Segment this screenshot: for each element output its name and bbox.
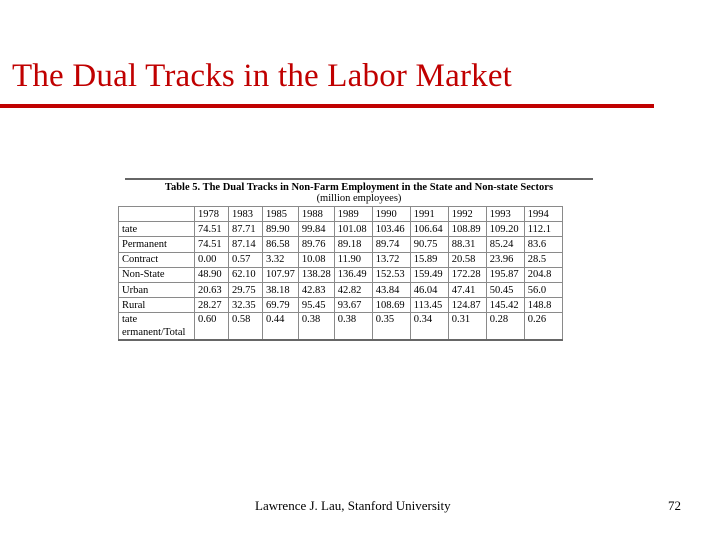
table-cell: 32.35	[229, 298, 263, 313]
table-cell: 0.35	[372, 313, 410, 341]
table-cell: 48.90	[195, 267, 229, 282]
table-cell: 0.34	[410, 313, 448, 341]
footer-author: Lawrence J. Lau, Stanford University	[255, 498, 451, 513]
table-cell: 136.49	[334, 267, 372, 282]
table-cell: 10.08	[298, 252, 334, 267]
row-label: Non-State	[119, 267, 195, 282]
table-cell: 108.89	[448, 222, 486, 237]
table-cell: 106.64	[410, 222, 448, 237]
page-number: 72	[668, 498, 681, 513]
row-label	[119, 313, 195, 341]
table-row	[119, 267, 563, 282]
table-caption-units: (million employees)	[316, 193, 402, 204]
table-cell: 69.79	[263, 298, 299, 313]
table-cell: 1990	[372, 207, 410, 222]
table-cell: 46.04	[410, 282, 448, 297]
table-cell: 43.84	[372, 282, 410, 297]
table-cell: 20.58	[448, 252, 486, 267]
table-cell: 23.96	[486, 252, 524, 267]
table-row	[119, 222, 563, 237]
table-cell: 108.69	[372, 298, 410, 313]
table-cell: 74.51	[195, 222, 229, 237]
table-cell: 103.46	[372, 222, 410, 237]
table-cell: 145.42	[486, 298, 524, 313]
table-cell: 47.41	[448, 282, 486, 297]
table-cell: 0.60	[195, 313, 229, 341]
table-cell: 85.24	[486, 237, 524, 252]
row-label-line1: tate	[122, 314, 138, 326]
table-cell: 107.97	[263, 267, 299, 282]
table-cell: 0.57	[229, 252, 263, 267]
table-cell: 159.49	[410, 267, 448, 282]
slide-title: The Dual Tracks in the Labor Market	[12, 58, 513, 94]
table-cell: 138.28	[298, 267, 334, 282]
table-cell: 28.5	[524, 252, 562, 267]
table-cell: 109.20	[486, 222, 524, 237]
employment-table	[118, 206, 563, 341]
table-cell: 86.58	[263, 237, 299, 252]
table-cell: 62.10	[229, 267, 263, 282]
table-cell: 89.18	[334, 237, 372, 252]
row-label: Contract	[119, 252, 195, 267]
table-row	[119, 298, 563, 313]
table-cell: 148.8	[524, 298, 562, 313]
table-cell: 0.28	[486, 313, 524, 341]
table-row	[119, 252, 563, 267]
row-label: tate	[119, 222, 195, 237]
table-row	[119, 313, 563, 341]
table-cell: 1983	[229, 207, 263, 222]
row-label-line2: ermanent/Total	[122, 327, 186, 339]
table-cell: 13.72	[372, 252, 410, 267]
table-cell: 112.1	[524, 222, 562, 237]
table-row	[119, 282, 563, 297]
table-cell: 1978	[195, 207, 229, 222]
table-cell: 195.87	[486, 267, 524, 282]
table-cell: 29.75	[229, 282, 263, 297]
table-cell: 28.27	[195, 298, 229, 313]
table-cell: 38.18	[263, 282, 299, 297]
table-header-row	[119, 207, 563, 222]
table-cell: 172.28	[448, 267, 486, 282]
table-cell: 20.63	[195, 282, 229, 297]
table-cell: 0.31	[448, 313, 486, 341]
table-cell: 83.6	[524, 237, 562, 252]
table-cell: 11.90	[334, 252, 372, 267]
table-cell: 1985	[263, 207, 299, 222]
row-label: Permanent	[119, 237, 195, 252]
table-cell: 15.89	[410, 252, 448, 267]
table-cell: 0.58	[229, 313, 263, 341]
table-cell: 1994	[524, 207, 562, 222]
table-cell: 89.74	[372, 237, 410, 252]
table-cell: 0.26	[524, 313, 562, 341]
table-cell: 101.08	[334, 222, 372, 237]
table-cell: 74.51	[195, 237, 229, 252]
table-cell: 1988	[298, 207, 334, 222]
table-cell: 1993	[486, 207, 524, 222]
table-caption-title: Table 5. The Dual Tracks in Non-Farm Employment in the State and Non-state Sectors	[164, 182, 554, 193]
table-cell: 124.87	[448, 298, 486, 313]
table-cell: 50.45	[486, 282, 524, 297]
table-caption	[125, 178, 593, 208]
employment-table-image	[122, 178, 593, 348]
table-cell: 89.90	[263, 222, 299, 237]
table-cell: 42.83	[298, 282, 334, 297]
table-cell: 88.31	[448, 237, 486, 252]
table-cell: 89.76	[298, 237, 334, 252]
row-label	[119, 207, 195, 222]
table-cell: 87.71	[229, 222, 263, 237]
title-underline	[0, 104, 654, 108]
row-label: Urban	[119, 282, 195, 297]
table-cell: 42.82	[334, 282, 372, 297]
table-cell: 93.67	[334, 298, 372, 313]
table-cell: 99.84	[298, 222, 334, 237]
table-cell: 0.44	[263, 313, 299, 341]
table-cell: 0.00	[195, 252, 229, 267]
row-label: Rural	[119, 298, 195, 313]
table-cell: 90.75	[410, 237, 448, 252]
table-cell: 56.0	[524, 282, 562, 297]
table-row	[119, 237, 563, 252]
table-cell: 204.8	[524, 267, 562, 282]
table-cell: 1992	[448, 207, 486, 222]
table-cell: 0.38	[334, 313, 372, 341]
table-cell: 0.38	[298, 313, 334, 341]
table-cell: 152.53	[372, 267, 410, 282]
table-cell: 1991	[410, 207, 448, 222]
table-cell: 3.32	[263, 252, 299, 267]
table-cell: 113.45	[410, 298, 448, 313]
table-cell: 1989	[334, 207, 372, 222]
table-cell: 87.14	[229, 237, 263, 252]
table-cell: 95.45	[298, 298, 334, 313]
